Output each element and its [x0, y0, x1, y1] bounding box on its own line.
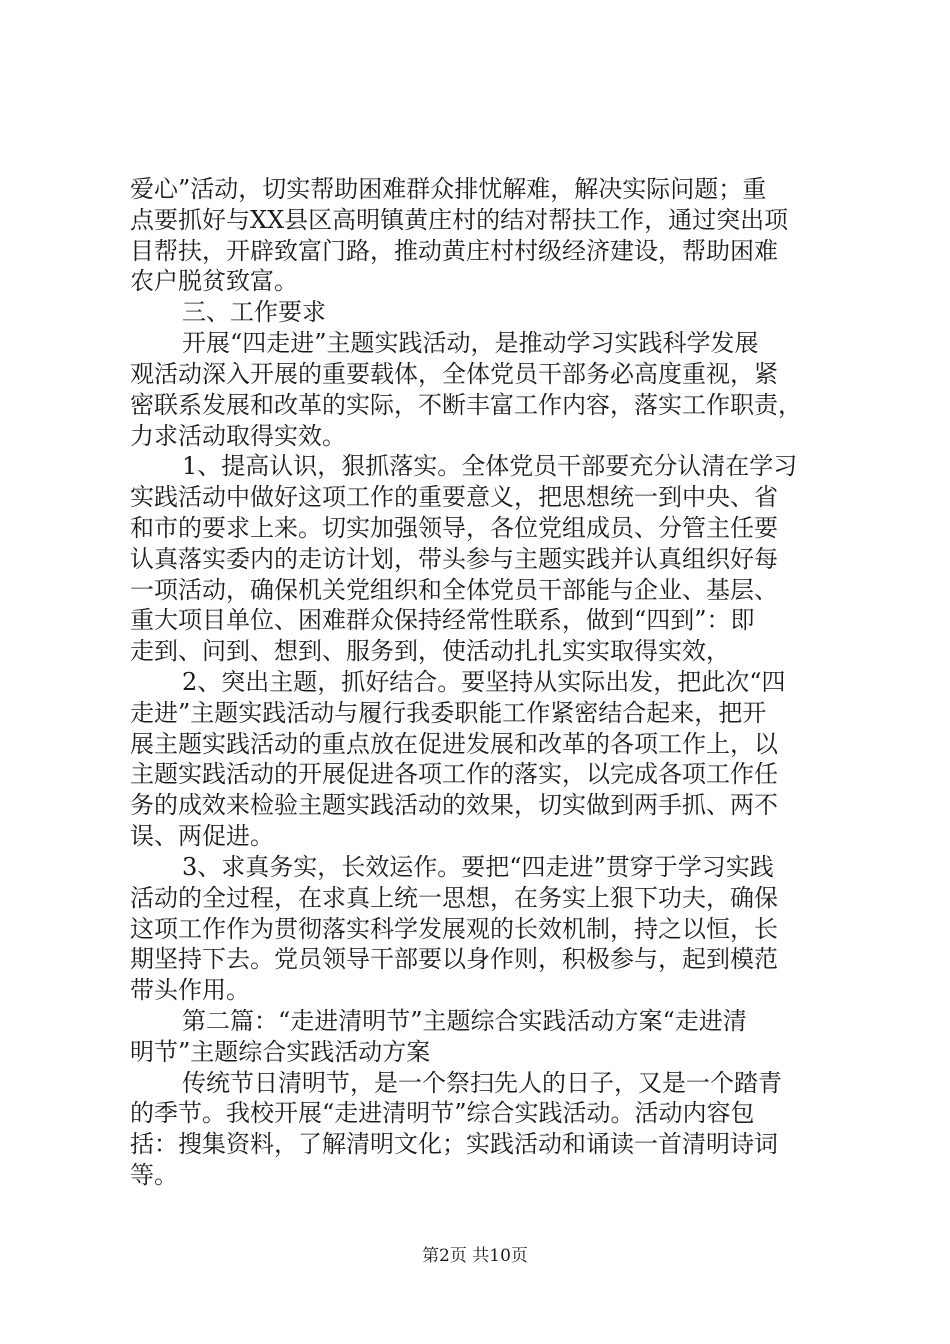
text-line: 走进”主题实践活动与履行我委职能工作紧密结合起来，把开 — [130, 698, 767, 727]
text-line: 2、突出主题，抓好结合。要坚持从实际出发，把此次“四 — [182, 668, 786, 696]
text-line: 实践活动中做好这项工作的重要意义，把思想统一到中央、省 — [130, 483, 778, 512]
text-line: 观活动深入开展的重要载体，全体党员干部务必高度重视，紧 — [130, 359, 778, 388]
text-line: 点要抓好与XX县区高明镇黄庄村的结对帮扶工作，通过突出项 — [130, 205, 789, 234]
text-line: 等。 — [130, 1161, 178, 1189]
text-line: 期坚持下去。党员领导干部要以身作则，积极参与，起到模范 — [130, 945, 778, 974]
text-line: 重大项目单位、困难群众保持经常性联系，做到“四到”：即 — [130, 606, 755, 635]
text-line: 一项活动，确保机关党组织和全体党员干部能与企业、基层、 — [130, 575, 778, 604]
text-line: 1、提高认识，狠抓落实。全体党员干部要充分认清在学习 — [182, 452, 798, 481]
text-line: 传统节日清明节，是一个祭扫先人的日子，又是一个踏青 — [182, 1068, 782, 1097]
text-line: 力求活动取得实效。 — [130, 421, 346, 450]
text-line: 主题实践活动的开展促进各项工作的落实，以完成各项工作任 — [130, 760, 778, 789]
text-line: 活动的全过程，在求真上统一思想，在务实上狠下功夫，确保 — [130, 883, 778, 912]
text-line: 务的成效来检验主题实践活动的效果，切实做到两手抓、两不 — [130, 791, 778, 820]
text-line: 爱心”活动，切实帮助困难群众排忧解难，解决实际问题；重 — [130, 175, 767, 203]
section-heading: 三、工作要求 — [182, 298, 326, 327]
chapter-heading: 明节”主题综合实践活动方案 — [130, 1037, 431, 1066]
text-line: 和市的要求上来。切实加强领导，各位党组成员、分管主任要 — [130, 513, 778, 542]
text-line: 展主题实践活动的重点放在促进发展和改革的各项工作上，以 — [130, 729, 778, 758]
text-line: 农户脱贫致富。 — [130, 267, 298, 296]
text-line: 的季节。我校开展“走进清明节”综合实践活动。活动内容包 — [130, 1099, 755, 1128]
text-line: 目帮扶，开辟致富门路，推动黄庄村村级经济建设，帮助困难 — [130, 236, 778, 265]
text-line: 带头作用。 — [130, 976, 250, 1005]
text-line: 这项工作作为贯彻落实科学发展观的长效机制，持之以恒，长 — [130, 914, 778, 943]
text-line: 误、两促进。 — [130, 822, 274, 851]
text-line: 3、求真务实，长效运作。要把“四走进”贯穿于学习实践 — [182, 852, 774, 881]
text-line: 认真落实委内的走访计划，带头参与主题实践并认真组织好每 — [130, 544, 778, 573]
chapter-heading: 第二篇：“走进清明节”主题综合实践活动方案“走进清 — [182, 1006, 747, 1035]
text-line: 开展“四走进”主题实践活动，是推动学习实践科学发展 — [182, 329, 759, 358]
text-line: 密联系发展和改革的实际，不断丰富工作内容，落实工作职责， — [130, 390, 802, 419]
page-number: 第2页 共10页 — [422, 1246, 528, 1266]
text-line: 走到、问到、想到、服务到，使活动扎扎实实取得实效， — [130, 637, 730, 666]
text-line: 括：搜集资料，了解清明文化；实践活动和诵读一首清明诗词 — [130, 1130, 778, 1159]
